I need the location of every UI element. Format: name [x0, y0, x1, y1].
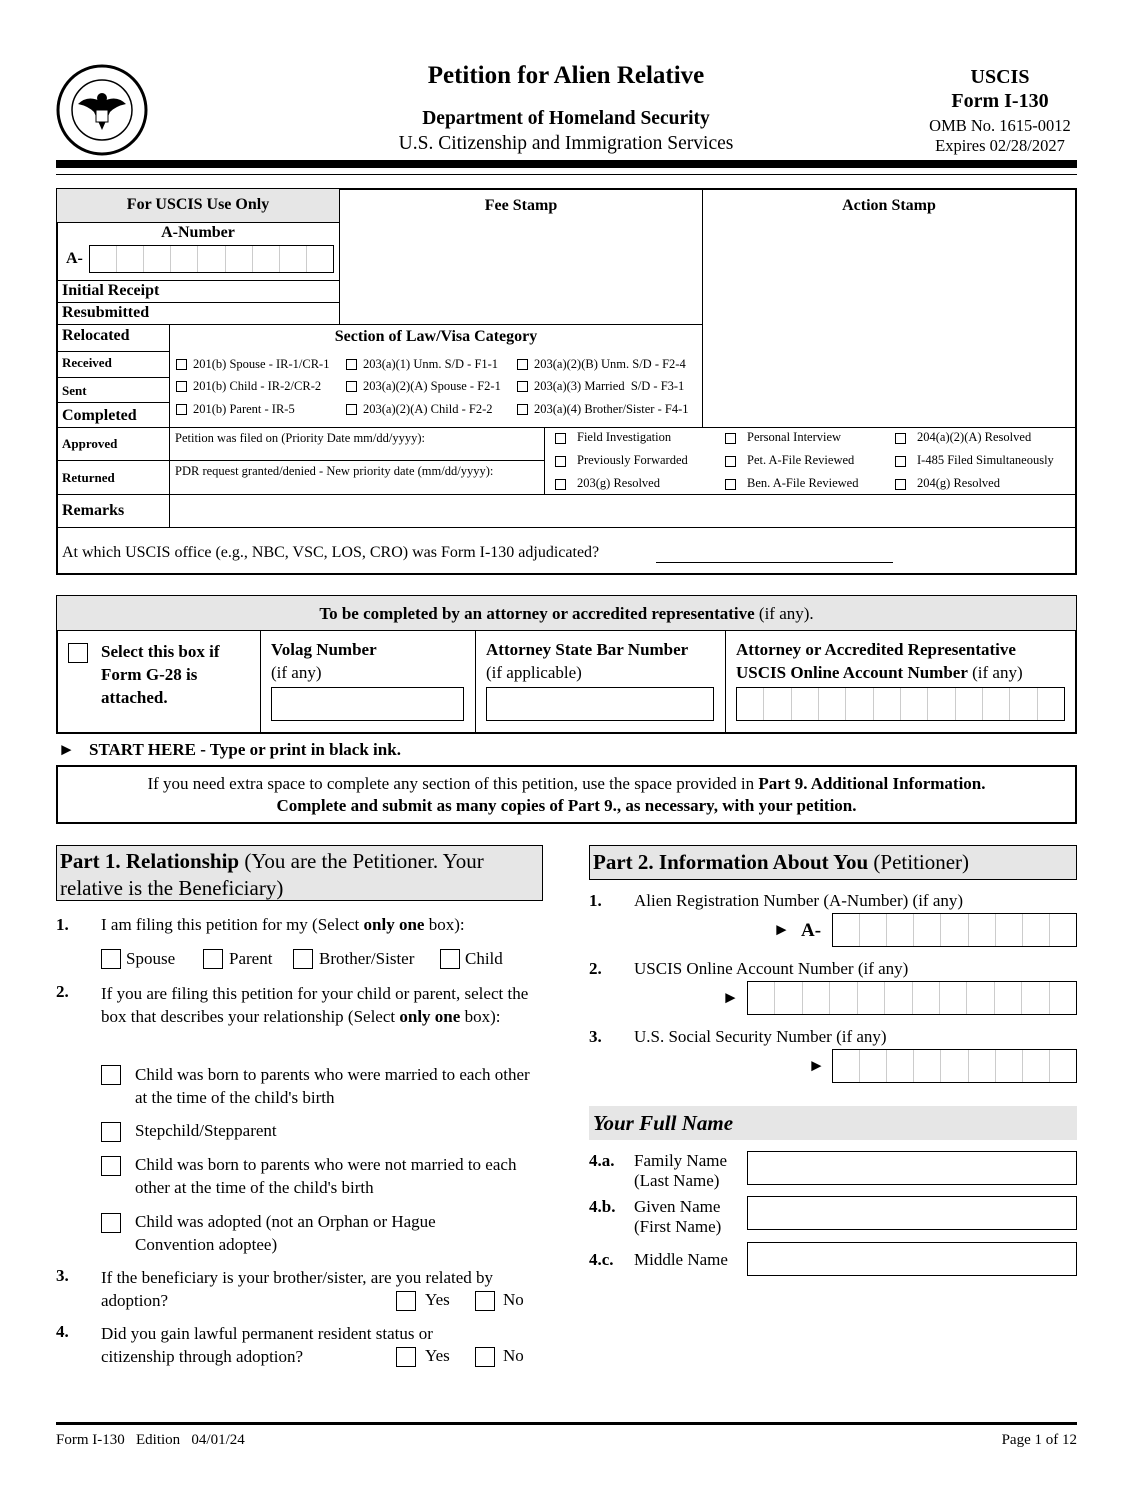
category-checkbox[interactable]	[346, 404, 357, 415]
dhs-seal	[56, 64, 148, 156]
stepchild-label: Stepchild/Stepparent	[135, 1121, 277, 1140]
middle-name-input[interactable]	[747, 1242, 1077, 1276]
form-title: Petition for Alien Relative	[427, 62, 705, 89]
parent-label: Parent	[229, 949, 273, 968]
check-box[interactable]	[895, 433, 906, 444]
q4-text: Did you gain lawful permanent resident status or citizenship through adoption?	[101, 1324, 433, 1366]
adopted-label: Child was adopted (not an Orphan or Hague Convention adoptee)	[135, 1212, 436, 1254]
agency-short: USCIS	[970, 66, 1030, 88]
footer-edition: Form I-130 Edition 04/01/24	[56, 1432, 245, 1448]
pdr-label: PDR request granted/denied - New priority date (mm/dd/yyyy):	[175, 464, 494, 478]
p2-q1-text: Alien Registration Number (A-Number) (if any)	[634, 891, 964, 910]
p2-q2-number: 2.	[589, 959, 602, 978]
middle-name-label: Middle Name	[634, 1250, 728, 1269]
q4-no-label: No	[503, 1346, 524, 1365]
category-label: 201(b) Spouse - IR-1/CR-1	[193, 357, 330, 371]
q4-no-checkbox[interactable]	[475, 1347, 495, 1367]
check-box[interactable]	[895, 456, 906, 467]
office-question: At which USCIS office (e.g., NBC, VSC, LOS, CRO) was Form I-130 adjudicated?	[62, 544, 600, 561]
category-checkbox[interactable]	[176, 359, 187, 370]
p2-q3-arrow-icon: ►	[808, 1056, 825, 1075]
fee-stamp-label: Fee Stamp	[484, 197, 558, 214]
p2-q2-text: USCIS Online Account Number (if any)	[634, 959, 909, 978]
volag-label: Volag Number	[271, 640, 377, 659]
check-label: I-485 Filed Simultaneously	[917, 453, 1054, 467]
footer-page: Page 1 of 12	[1001, 1432, 1077, 1448]
bar-number-label: Attorney State Bar Number	[486, 640, 689, 659]
category-checkbox[interactable]	[517, 359, 528, 370]
category-label: 203(a)(2)(A) Spouse - F2-1	[363, 379, 501, 393]
petitioner-uscis-account-input[interactable]	[747, 981, 1077, 1015]
q3-number: 3.	[56, 1266, 69, 1285]
p2-q1-number: 1.	[589, 891, 602, 910]
category-checkbox[interactable]	[346, 381, 357, 392]
completed-label: Completed	[62, 407, 137, 424]
agency-name: U.S. Citizenship and Immigration Services	[398, 133, 734, 154]
check-label: Pet. A-File Reviewed	[747, 453, 855, 467]
remarks-label: Remarks	[62, 502, 125, 519]
extra-space-line1: If you need extra space to complete any section of this petition, use the space provided in Part 9. Additional Information.	[147, 774, 986, 793]
q1-number: 1.	[56, 915, 69, 934]
returned-label: Returned	[62, 470, 115, 485]
q4-yes-checkbox[interactable]	[396, 1347, 416, 1367]
petitioner-a-number-input[interactable]	[832, 913, 1077, 947]
volag-input[interactable]	[271, 687, 464, 721]
department-name: Department of Homeland Security	[422, 108, 710, 129]
use-only-label: For USCIS Use Only	[126, 196, 270, 213]
q2-text: If you are filing this petition for your child or parent, select the box that describes your relationship (Select only one box):	[101, 984, 529, 1026]
spouse-label: Spouse	[126, 949, 176, 968]
category-label: 203(a)(2)(A) Child - F2-2	[363, 402, 493, 416]
a-prefix: A-	[66, 250, 83, 267]
check-box[interactable]	[555, 433, 566, 444]
child-checkbox[interactable]	[440, 949, 460, 969]
g28-checkbox[interactable]	[68, 643, 88, 663]
volag-sub: (if any)	[271, 663, 322, 682]
petitioner-ssn-input[interactable]	[832, 1049, 1077, 1083]
q3-yes-label: Yes	[425, 1290, 450, 1309]
p2-q3-number: 3.	[589, 1027, 602, 1046]
family-name-label: Family Name (Last Name)	[634, 1151, 728, 1190]
spouse-checkbox[interactable]	[101, 949, 121, 969]
extra-space-line2: Complete and submit as many copies of Part 9., as necessary, with your petition.	[276, 796, 857, 815]
unmarried-parents-checkbox[interactable]	[101, 1156, 121, 1176]
attorney-account-input[interactable]	[736, 687, 1065, 721]
resubmitted-label: Resubmitted	[62, 304, 150, 321]
seal-icon	[56, 64, 148, 156]
q4-yes-label: Yes	[425, 1346, 450, 1365]
section-law-label: Section of Law/Visa Category	[334, 328, 538, 345]
category-checkbox[interactable]	[176, 381, 187, 392]
p2-q1-arrow-icon: ►	[773, 920, 790, 939]
given-name-input[interactable]	[747, 1196, 1077, 1230]
adopted-checkbox[interactable]	[101, 1213, 121, 1233]
relocated-label: Relocated	[62, 327, 130, 344]
check-label: 204(a)(2)(A) Resolved	[917, 430, 1032, 444]
bar-number-sub: (if applicable)	[486, 663, 582, 682]
office-a-number-field[interactable]	[89, 245, 334, 273]
child-label: Child	[465, 949, 503, 968]
check-box[interactable]	[555, 479, 566, 490]
q3-text: If the beneficiary is your brother/sister, are you related by adoption?	[101, 1268, 494, 1310]
account-label-line1: Attorney or Accredited Representative	[736, 640, 1016, 659]
p2-q4c-number: 4.c.	[589, 1250, 614, 1269]
category-label: 201(b) Child - IR-2/CR-2	[193, 379, 322, 393]
office-answer-line[interactable]	[656, 562, 893, 563]
received-label: Received	[62, 355, 112, 370]
family-name-input[interactable]	[747, 1151, 1077, 1185]
q1-text: I am filing this petition for my (Select only one box):	[101, 915, 465, 934]
part2-title: Part 2. Information About You (Petitioner)	[593, 850, 970, 874]
check-label: Ben. A-File Reviewed	[747, 476, 859, 490]
category-checkbox[interactable]	[517, 381, 528, 392]
unmarried-parents-label: Child was born to parents who were not married to each other at the time of the child's birth	[135, 1155, 517, 1197]
action-stamp-label: Action Stamp	[842, 197, 936, 214]
married-parents-label: Child was born to parents who were married to each other at the time of the child's birth	[135, 1065, 530, 1107]
married-parents-checkbox[interactable]	[101, 1065, 121, 1085]
q4-number: 4.	[56, 1322, 69, 1341]
a-number-label: A-Number	[161, 224, 235, 241]
given-name-label: Given Name (First Name)	[634, 1197, 722, 1236]
sent-label: Sent	[62, 383, 87, 398]
sibling-label: Brother/Sister	[319, 949, 415, 968]
start-arrow-icon: ►	[58, 740, 75, 759]
attorney-heading: To be completed by an attorney or accredited representative (if any).	[319, 604, 814, 623]
check-label: Field Investigation	[577, 430, 672, 444]
check-label: 203(g) Resolved	[577, 476, 660, 490]
bar-number-input[interactable]	[486, 687, 714, 721]
account-label-line2: USCIS Online Account Number (if any)	[736, 663, 1023, 682]
check-label: Personal Interview	[747, 430, 842, 444]
form-number: Form I-130	[951, 90, 1049, 112]
approved-label: Approved	[62, 436, 118, 451]
check-box[interactable]	[725, 456, 736, 467]
check-box[interactable]	[725, 433, 736, 444]
q3-no-checkbox[interactable]	[475, 1291, 495, 1311]
category-label: 203(a)(3) Married S/D - F3-1	[534, 379, 685, 393]
category-label: 203(a)(1) Unm. S/D - F1-1	[363, 357, 499, 371]
omb-number: OMB No. 1615-0012	[929, 116, 1071, 135]
stepchild-checkbox[interactable]	[101, 1122, 121, 1142]
start-here: START HERE - Type or print in black ink.	[89, 740, 401, 759]
category-label: 203(a)(4) Brother/Sister - F4-1	[534, 402, 689, 416]
full-name-title: Your Full Name	[593, 1111, 734, 1135]
footer-rule	[56, 1422, 1077, 1425]
q2-number: 2.	[56, 982, 69, 1001]
category-checkbox[interactable]	[346, 359, 357, 370]
g28-label: Select this box if Form G-28 is attached.	[101, 642, 220, 707]
initial-receipt-label: Initial Receipt	[62, 282, 160, 299]
expiration-date: Expires 02/28/2027	[935, 136, 1065, 155]
check-box[interactable]	[895, 479, 906, 490]
sibling-checkbox[interactable]	[293, 949, 313, 969]
check-label: 204(g) Resolved	[917, 476, 1000, 490]
header-rule	[56, 160, 1077, 168]
category-label: 203(a)(2)(B) Unm. S/D - F2-4	[534, 357, 686, 371]
p2-q3-text: U.S. Social Security Number (if any)	[634, 1027, 887, 1046]
check-box[interactable]	[725, 479, 736, 490]
q3-no-label: No	[503, 1290, 524, 1309]
category-checkbox[interactable]	[517, 404, 528, 415]
header-rule-thin	[56, 174, 1077, 175]
priority-date-label: Petition was filed on (Priority Date mm/dd/yyyy):	[175, 431, 425, 445]
p2-q1-prefix: A-	[801, 920, 822, 941]
p2-q2-arrow-icon: ►	[722, 988, 739, 1007]
p2-q4b-number: 4.b.	[589, 1197, 616, 1216]
part1-title: Part 1. Relationship (You are the Petitioner. Your relative is the Beneficiary)	[60, 849, 484, 900]
check-box[interactable]	[555, 456, 566, 467]
check-label: Previously Forwarded	[577, 453, 688, 467]
parent-checkbox[interactable]	[203, 949, 223, 969]
category-checkbox[interactable]	[176, 404, 187, 415]
q3-yes-checkbox[interactable]	[396, 1291, 416, 1311]
category-label: 201(b) Parent - IR-5	[193, 402, 295, 416]
p2-q4a-number: 4.a.	[589, 1151, 615, 1170]
